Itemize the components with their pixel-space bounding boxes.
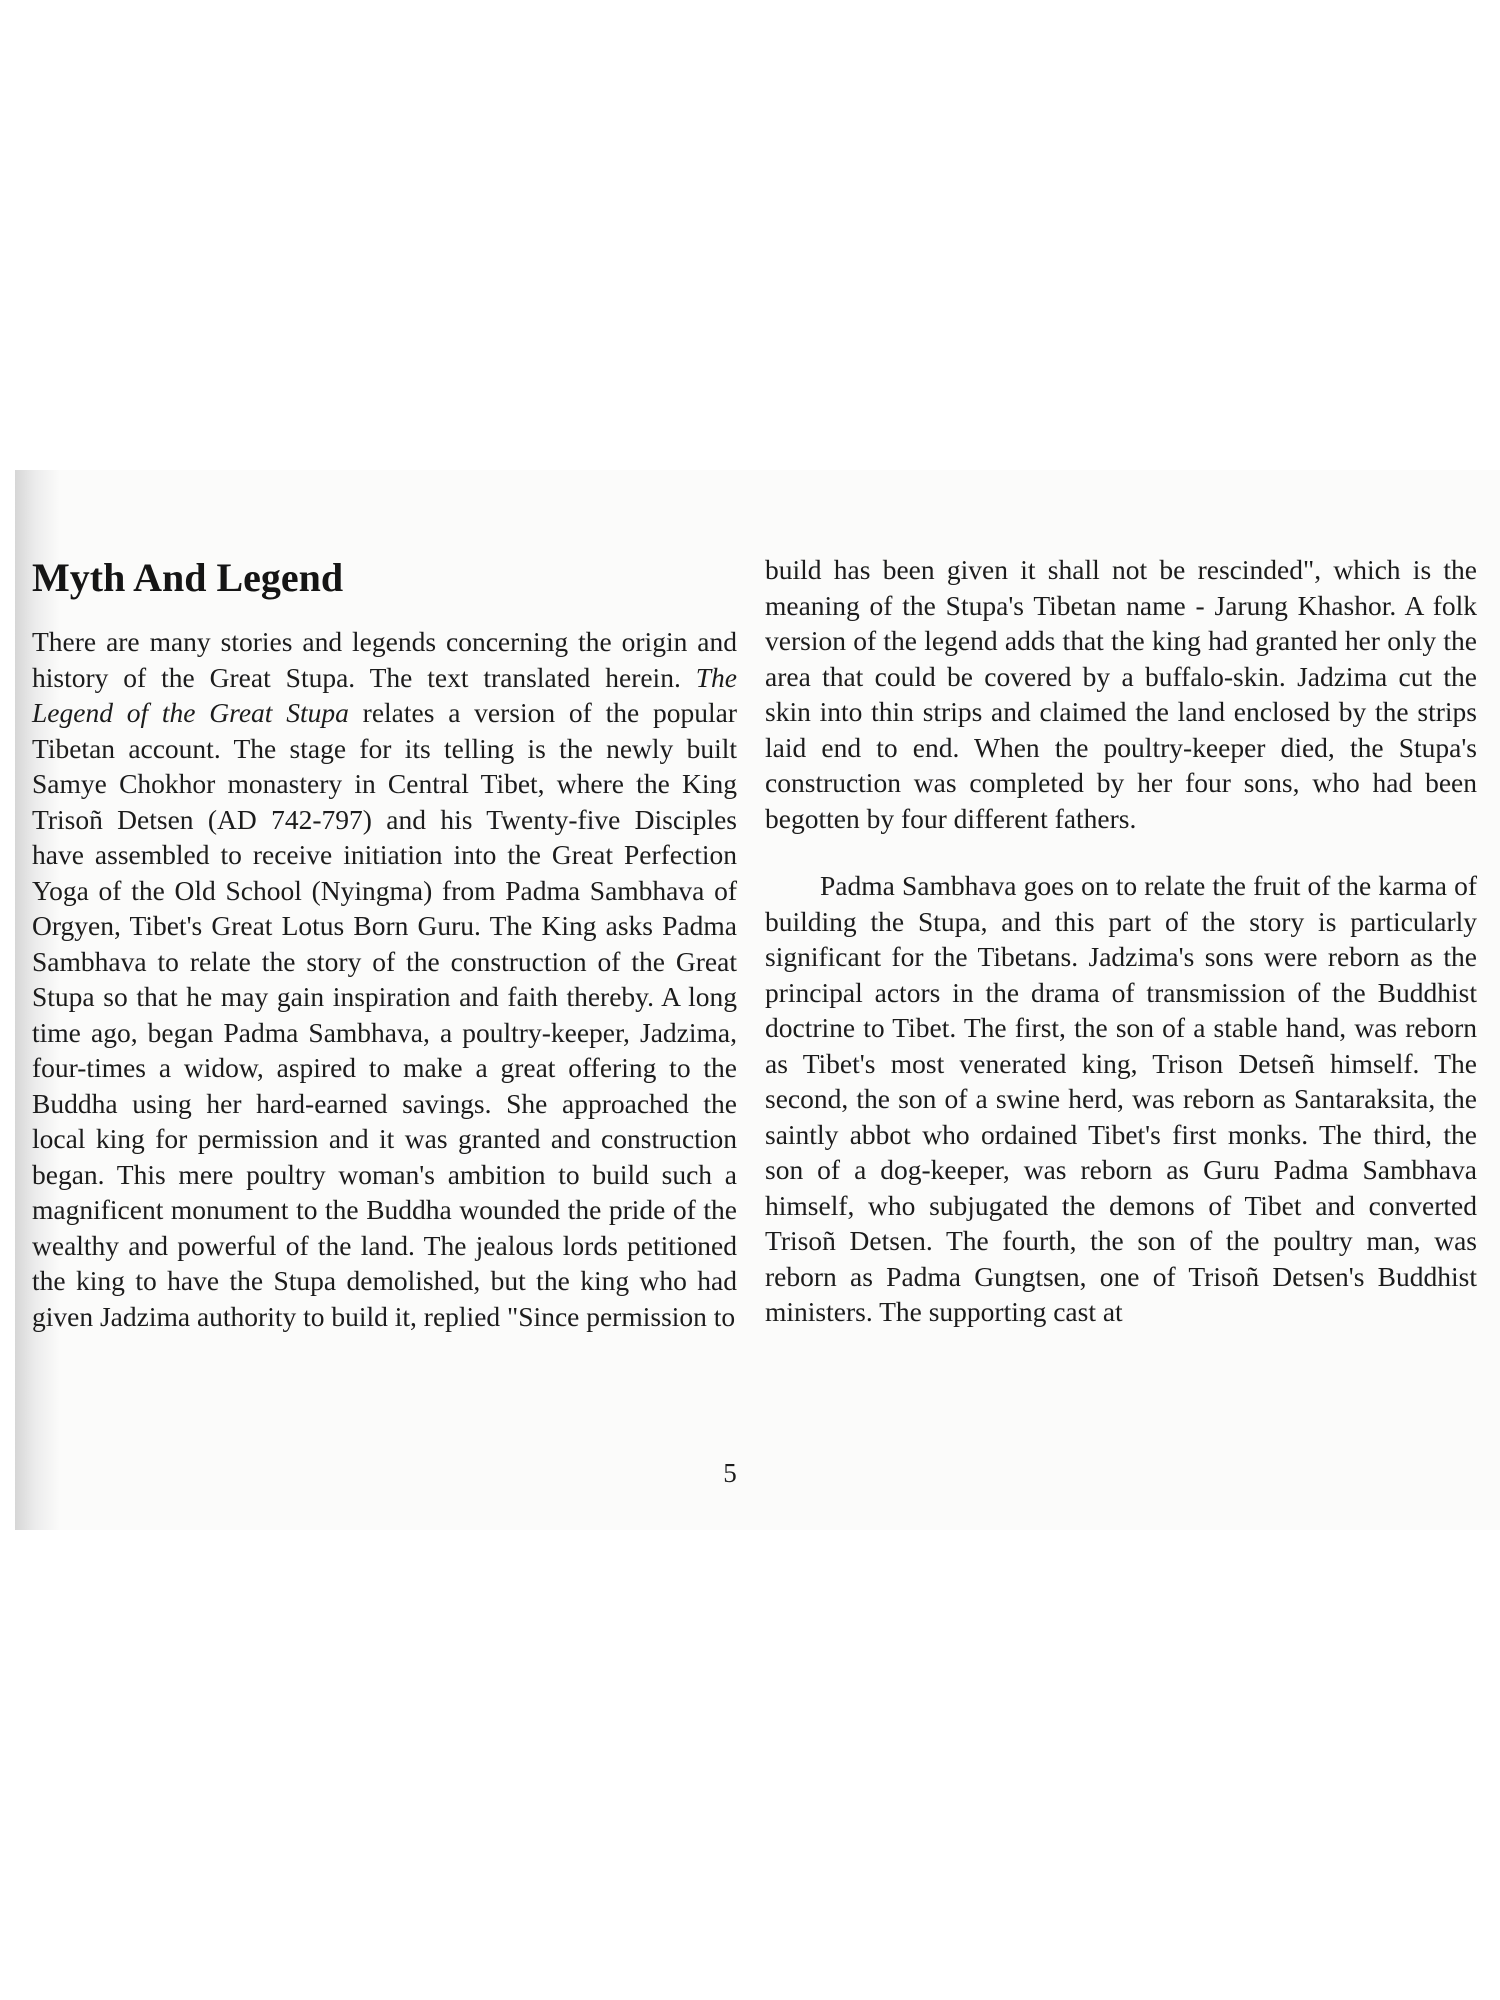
section-heading: Myth And Legend <box>32 555 344 600</box>
right-column <box>765 552 1477 1330</box>
paragraph-origin-text-b: relates a version of the popular Tibetan account. The stage for its telling is the newly built Samye Chokhor monastery in Central Tibet, where the King Trisoñ Detsen (AD 742-797) and his Twenty-five Disciples have assembled to receive initiation into the Great Perfection Yoga of the Old School (Nyingma) from Padma Sambhava of Orgyen, Tibet's Great Lotus Born Guru. The King asks Padma Sambhava to relate the story of the construction of the Great Stupa so that he may gain inspiration and faith thereby. A long time ago, began Padma Sambhava, a poultry-keeper, Jadzima, four-times a widow, aspired to make a great offering to the Buddha using her hard-earned savings. She approached the local king for permission and it was granted and construction began. This mere poultry woman's ambition to build such a magnificent monument to the Buddha wounded the pride of the wealthy and powerful of the land. The jealous lords petitioned the king to have the Stupa demolished, but the king who had given Jadzima authority to build it, replied "Since permission to <box>32 697 737 1332</box>
paragraph-jarung-khashor: build has been given it shall not be rescinded", which is the meaning of the Stupa's Tibetan name - Jarung Khashor. A folk version of the legend adds that the king had granted her only the area that could be covered by a buffalo-skin. Jadzima cut the skin into thin strips and claimed the land enclosed by the strips laid end to end. When the poultry-keeper died, the Stupa's construction was completed by her four sons, who had been begotten by four different fathers. <box>765 554 1477 834</box>
paragraph-origin <box>32 624 737 1334</box>
book-title: The Legend of the Great Stupa <box>32 661 737 728</box>
left-column <box>32 548 737 1334</box>
paragraph-karma: Padma Sambhava goes on to relate the fruit of the karma of building the Stupa, and this part of the story is particularly significant for the Tibetans. Jadzima's sons were reborn as the principal actors in the drama of transmission of the Buddhist doctrine to Tibet. The first, the son of a stable hand, was reborn as Tibet's most venerated king, Trison Detseñ himself. The second, the son of a swine herd, was reborn as Santaraksita, the saintly abbot who ordained Tibet's first monks. The third, the son of a dog-keeper, was reborn as Guru Padma Sambhava himself, who subjugated the demons of Tibet and converted Trisoñ Detsen. The fourth, the son of the poultry man, was reborn as Padma Gungtsen, one of Trisoñ Detsen's Buddhist ministers. The supporting cast at <box>765 870 1477 1327</box>
page-number: 5 <box>723 1458 737 1488</box>
paragraph-origin-text-a: There are many stories and legends concerning the origin and history of the Great Stupa. The text translated herein. <box>32 626 737 693</box>
